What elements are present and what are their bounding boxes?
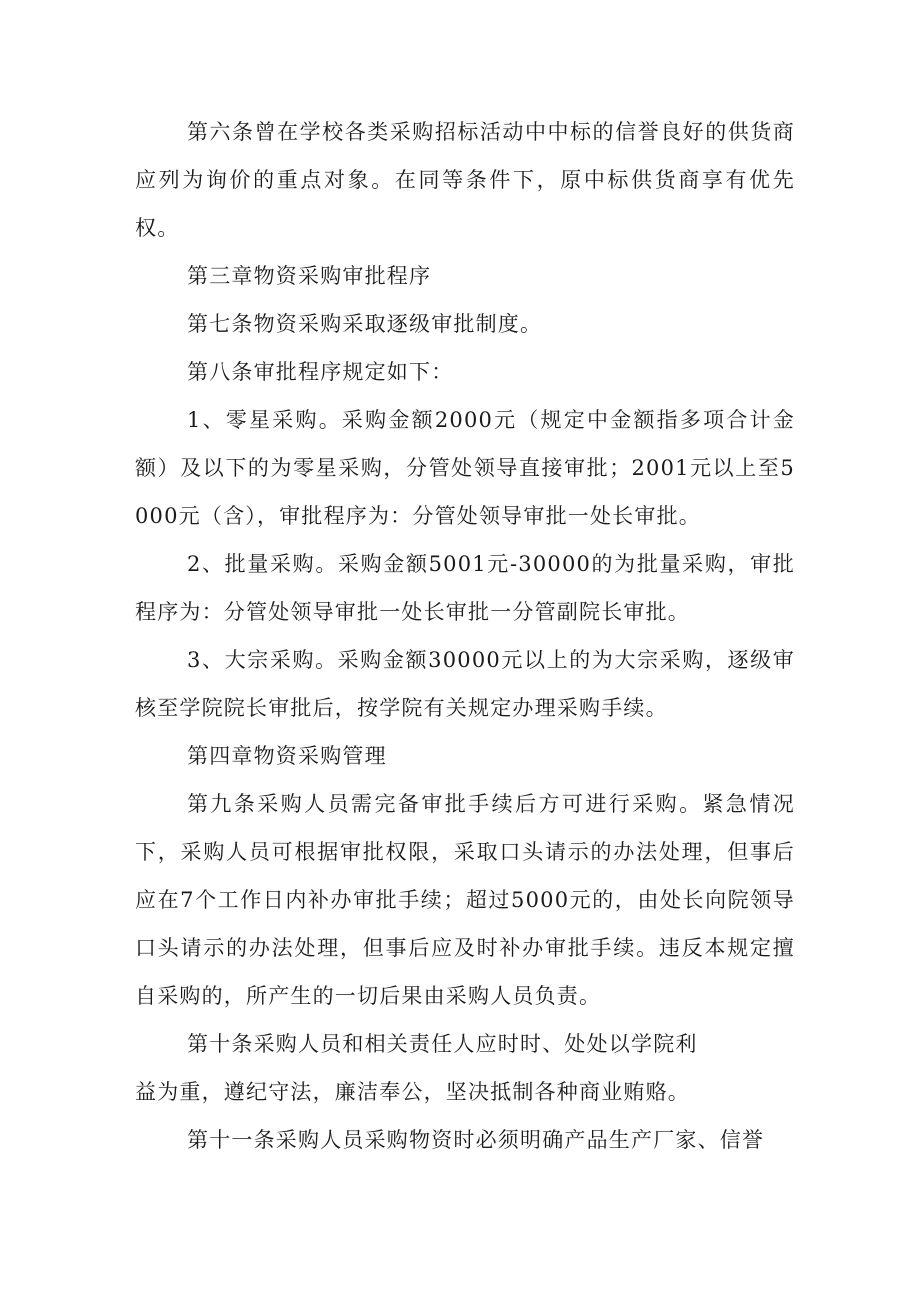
- article-11-paragraph: 第十一条采购人员采购物资时必须明确产品生产厂家、信誉: [187, 1128, 765, 1152]
- article-7-paragraph: 第七条物资采购采取逐级审批制度。: [187, 312, 543, 336]
- item-3-paragraph: 3、大宗采购。采购金额30000元以上的为大宗采购，逐级审核至学院院长审批后，按学院有关规定办理采购手续。: [135, 648, 795, 720]
- article-9-paragraph: 第九条采购人员需完备审批手续后方可进行采购。紧急情况下，采购人员可根据审批权限，采取口头请示的办法处理，但事后应在7个工作日内补办审批手续；超过5000元的，由处长向院领导口头请示的办法处理，但事后应及时补办审批手续。违反本规定擅自采购的，所产生的一切后果由采购人员负责。: [135, 792, 795, 1008]
- chapter-3-heading: 第三章物资采购审批程序: [187, 264, 432, 288]
- chapter-4-heading: 第四章物资采购管理: [187, 744, 387, 768]
- item-2-paragraph: 2、批量采购。采购金额5001元-30000的为批量采购，审批程序为：分管处领导审批一处长审批一分管副院长审批。: [135, 552, 795, 624]
- article-10-paragraph-line-1: 第十条采购人员和相关责任人应时时、处处以学院利: [187, 1032, 698, 1056]
- article-8-paragraph: 第八条审批程序规定如下：: [187, 360, 454, 384]
- article-10-paragraph-line-2: 益为重，遵纪守法，廉洁奉公，坚决抵制各种商业贿赂。: [135, 1080, 690, 1104]
- document-body: [135, 108, 795, 1164]
- item-1-paragraph: 1、零星采购。采购金额2000元（规定中金额指多项合计金额）及以下的为零星采购，分管处领导直接审批；2001元以上至5000元（含），审批程序为：分管处领导审批一处长审批。: [135, 408, 795, 528]
- article-6-paragraph: 第六条曾在学校各类采购招标活动中中标的信誉良好的供货商应列为询价的重点对象。在同等条件下，原中标供货商享有优先权。: [135, 120, 795, 240]
